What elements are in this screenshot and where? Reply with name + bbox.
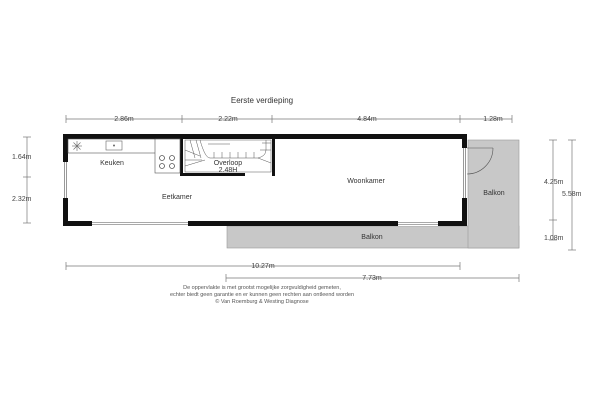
room-label-keuken: Keuken: [100, 160, 124, 167]
room-label-balkon-bottom: Balkon: [361, 234, 383, 241]
room-label-balkon-side: Balkon: [483, 190, 505, 197]
kitchen-fixtures: [68, 139, 180, 173]
bottom-dimension-lines: [66, 262, 519, 282]
disclaimer-line-2: echter biedt geen garantie en er kunnen geen rechten aan ontleend worden: [169, 292, 355, 298]
fan-icon: [72, 141, 82, 151]
left-dimension-lines: [23, 137, 31, 223]
room-label-woonkamer: Woonkamer: [347, 178, 385, 185]
dim-top-kitchen: 2.86m: [114, 116, 134, 123]
floor-title: Eerste verdieping: [230, 96, 294, 105]
disclaimer-line-1: De oppervlakte is met grootst mogelijke zorgvuldigheid gemeten,: [183, 285, 341, 291]
dim-right-4-25: 4.25m: [544, 179, 564, 186]
dim-bottom-balcony: 7.73m: [362, 275, 382, 282]
dim-top-balcony: 1.28m: [483, 116, 503, 123]
dim-right-1-08: 1.08m: [544, 235, 564, 242]
disclaimer-line-3: © Van Roemburg & Westing Diagnose: [215, 299, 309, 305]
dim-bottom-total: 10.27m: [251, 263, 275, 270]
room-label-overloop: Overloop: [213, 160, 243, 167]
dim-left-top: 1.64m: [12, 154, 32, 161]
room-label-eetkamer: Eetkamer: [162, 194, 192, 201]
dim-top-living: 4.84m: [357, 116, 377, 123]
dim-top-stair: 2.22m: [218, 116, 238, 123]
dim-right-5-58: 5.58m: [562, 191, 582, 198]
dim-left-bottom: 2.32m: [12, 196, 32, 203]
room-height-overloop: 2.48H: [218, 167, 238, 174]
